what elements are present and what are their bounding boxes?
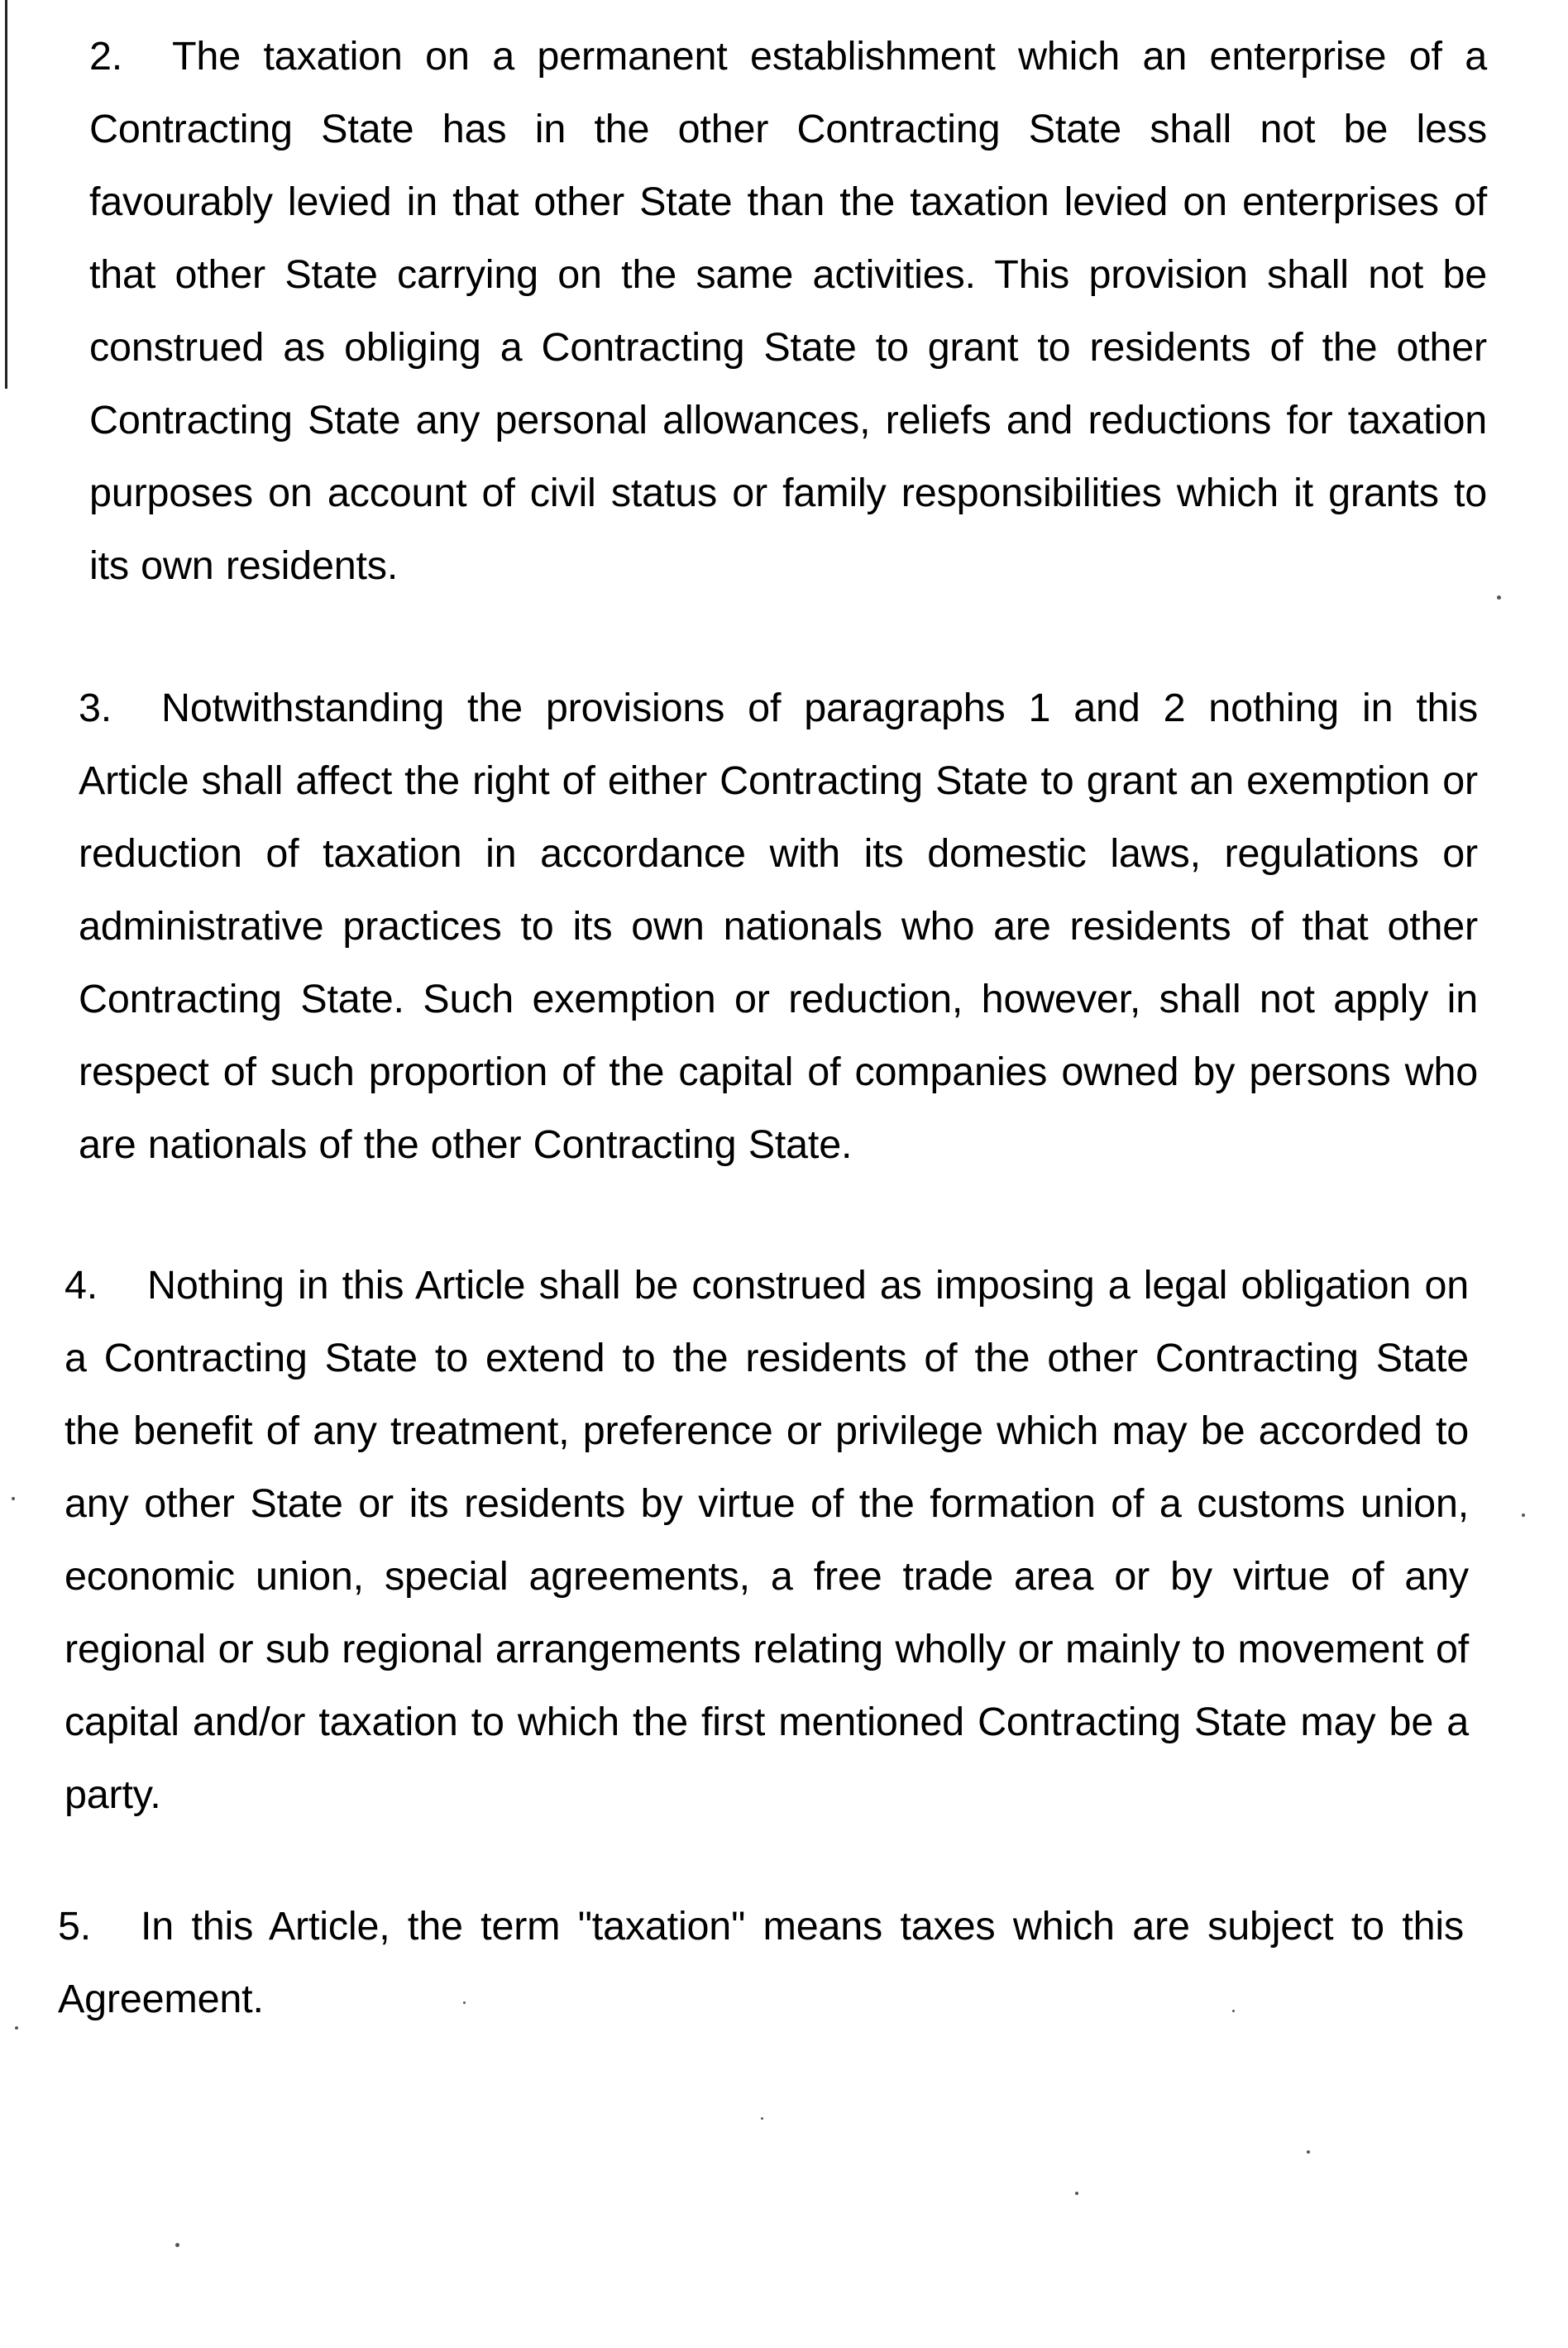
paragraph-5-text: In this Article, the term "taxation" means taxes which are subject to this Agreement. bbox=[58, 1904, 1464, 2021]
paragraph-5 bbox=[58, 1890, 1464, 2035]
paragraph-4-text: Nothing in this Article shall be construed as imposing a legal obligation on a Contracting State to extend to the residents of the other Contracting State the benefit of any treatment, preference or privilege which may be accorded to any other State or its residents by virtue of the formation of a customs union, economic union, special agreements, a free trade area or by virtue of any regional or sub regional arrangements relating wholly or mainly to movement of capital and/or taxation to which the first mentioned Contracting State may be a party. bbox=[65, 1263, 1469, 1817]
paragraph-4-number: 4. bbox=[65, 1263, 98, 1308]
paragraph-2-number: 2. bbox=[89, 34, 123, 79]
scan-speck bbox=[15, 2026, 18, 2030]
paragraph-3-text: Notwithstanding the provisions of paragraphs 1 and 2 nothing in this Article shall affect the right of either Contracting State to grant an exemption or reduction of taxation in accordance with its domestic laws, regulations or administrative practices to its own nationals who are residents of that other Contracting State. Such exemption or reduction, however, shall not apply in respect of such proportion of the capital of companies owned by persons who are nationals of the other Contracting State. bbox=[79, 686, 1478, 1167]
scan-speck bbox=[1497, 595, 1501, 600]
paragraph-3 bbox=[79, 672, 1478, 1181]
paragraph-2-text: The taxation on a permanent establishment which an enterprise of a Contracting State has in the other Contracting State shall not be less favourably levied in that other State than the taxation levied on enterprises of that other State carrying on the same activities. This provision shall not be construed as obliging a Contracting State to grant to residents of the other Contracting State any personal allowances, reliefs and reductions for taxation purposes on account of civil status or family responsibilities which it grants to its own residents. bbox=[89, 34, 1487, 588]
scan-speck bbox=[1522, 1514, 1525, 1517]
paragraph-2 bbox=[89, 20, 1487, 602]
scan-speck bbox=[1232, 2010, 1235, 2012]
scan-speck bbox=[175, 2243, 179, 2247]
scan-speck bbox=[1307, 2150, 1310, 2154]
scan-speck bbox=[12, 1497, 15, 1500]
scan-speck bbox=[761, 2117, 763, 2120]
scan-speck bbox=[1075, 2192, 1078, 2195]
scan-speck bbox=[463, 2001, 466, 2004]
paragraph-5-number: 5. bbox=[58, 1904, 92, 1949]
scan-edge-rule bbox=[5, 0, 7, 389]
paragraph-4 bbox=[65, 1249, 1469, 1831]
paragraph-3-number: 3. bbox=[79, 686, 112, 730]
